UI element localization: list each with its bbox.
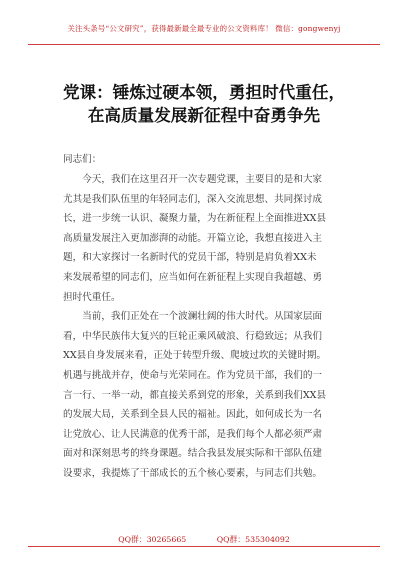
- paragraph-2-line: 的发展大局，关系到全县人民的福祉。因此，如何成长为一名: [63, 409, 323, 421]
- header-divider: [28, 44, 380, 45]
- promo-banner: 关注头条号“公文研究”，获得最新最全最专业的公文资料库！ 微信：gongwenyj: [67, 24, 341, 33]
- paragraph-2-line: 言一行、一举一动，都直接关系到党的形象，关系到我们XX县: [63, 389, 327, 401]
- paragraph-1-line: 尤其是我们队伍里的年轻同志们，深入交流思想、共同探讨成: [63, 193, 323, 205]
- paragraph-2-line: 设要求，我提炼了干部成长的五个核心要素，与同志们共勉。: [63, 468, 323, 479]
- paragraph-2-line: XX县自身发展来看，正处于转型升级、爬坡过坎的关键时期。: [63, 350, 327, 362]
- paragraph-2: [63, 307, 353, 483]
- footer-contacts: [0, 534, 408, 545]
- footer-divider: [28, 546, 380, 547]
- paragraph-1: [63, 170, 353, 307]
- paragraph-1-line: 今天，我们在这里召开一次专题党课，主要目的是和大家: [82, 174, 323, 186]
- paragraph-1-line: 来发展希望的同志们，应当如何在新征程上实现自我超越、勇: [63, 272, 323, 284]
- title-line-1: 党课：锤炼过硬本领，勇担时代重任，: [62, 83, 346, 102]
- paragraph-2-line: 看，中华民族伟大复兴的巨轮正乘风破浪、行稳致远；从我们: [63, 330, 323, 342]
- paragraph-2-line: 面对和深刻思考的终身课题。结合我县发展实际和干部队伍建: [63, 448, 323, 460]
- paragraph-2-line: 机遇与挑战并存，使命与光荣同在。作为党员干部，我们的一: [63, 370, 323, 382]
- title-line-2: 在高质量发展新征程中奋勇争先: [87, 106, 321, 125]
- paragraph-1-line: 高质量发展注入更加澎湃的动能。开篇立论，我想直接进入主: [63, 232, 323, 244]
- paragraph-2-line: 当前，我们正处在一个波澜壮阔的伟大时代。从国家层面: [82, 311, 323, 323]
- qq-group-1: QQ群：30265665: [118, 535, 187, 544]
- qq-group-2: QQ群：535304092: [216, 535, 290, 544]
- paragraph-1-line: 担时代重任。: [63, 291, 121, 303]
- paragraph-2-line: 让党放心、让人民满意的优秀干部，是我们每个人都必须严肃: [63, 428, 323, 440]
- document-title: [28, 81, 380, 127]
- paragraph-1-line: 长，进一步统一认识、凝聚力量，为在新征程上全面推进XX县: [63, 213, 327, 225]
- document-body: [63, 150, 353, 484]
- salutation: 同志们：: [63, 154, 102, 165]
- paragraph-1-line: 题，和大家探讨一名新时代的党员干部，特别是肩负着XX未: [63, 252, 317, 264]
